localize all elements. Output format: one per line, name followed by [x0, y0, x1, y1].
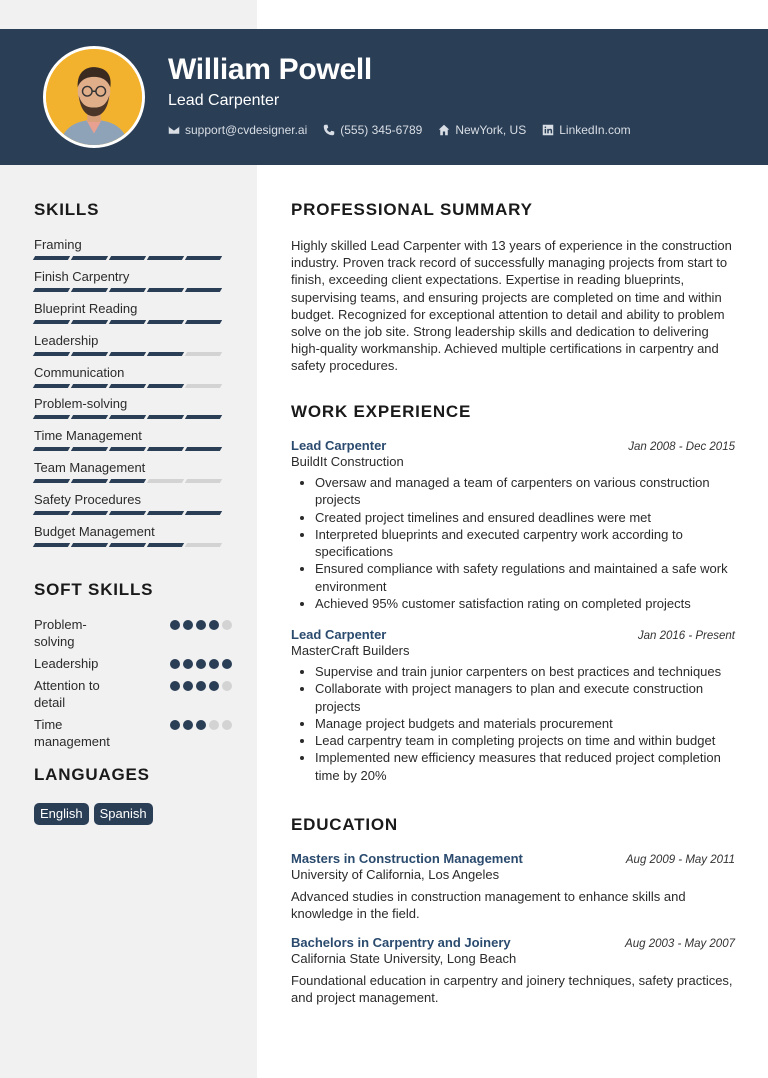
- skill-label: Budget Management: [34, 524, 155, 540]
- skill-label: Blueprint Reading: [34, 300, 138, 316]
- rating-dot: [196, 620, 206, 630]
- job-entry: [291, 438, 735, 612]
- rating-dot: [170, 681, 180, 691]
- rating-dot: [170, 620, 180, 630]
- linkedin-text: LinkedIn.com: [559, 123, 631, 137]
- job-date: Jan 2008 - Dec 2015: [628, 441, 735, 453]
- soft-skill-label: Problem-solving: [34, 617, 87, 649]
- skill-level-segment: [109, 320, 146, 324]
- skill-item: [34, 428, 224, 460]
- language-tag: English: [34, 803, 89, 825]
- job-bullet: • Oversaw and managed a team of carpenters on various construction projects: [315, 474, 735, 509]
- rating-dot: [209, 720, 219, 730]
- skill-level-bar: [34, 320, 224, 324]
- education-description: Advanced studies in construction management to enhance skills and knowledge in the field.: [291, 889, 686, 922]
- skill-level-segment: [147, 352, 184, 356]
- skill-level-segment: [109, 256, 146, 260]
- school-name: University of California, Los Angeles: [291, 867, 500, 882]
- job-bullet: • Manage project budgets and materials procurement: [315, 715, 735, 732]
- education-entry: [291, 851, 735, 923]
- soft-skill-label: Attention to detail: [34, 678, 100, 710]
- phone-icon: [323, 124, 335, 136]
- job-bullet: • Collaborate with project managers to plan and execute construction projects: [315, 680, 735, 715]
- skill-level-segment: [147, 479, 184, 483]
- skill-level-segment: [109, 543, 146, 547]
- skill-level-bar: [34, 511, 224, 515]
- education-entry: [291, 935, 735, 1007]
- job-company: BuildIt Construction: [291, 454, 404, 469]
- skill-level-segment: [147, 543, 184, 547]
- skill-level-segment: [71, 447, 108, 451]
- rating-dot: [196, 720, 206, 730]
- skill-label: Framing: [34, 237, 82, 252]
- skills-list: [34, 237, 224, 556]
- skill-label: Team Management: [34, 460, 146, 476]
- soft-skill-rating: [170, 655, 234, 672]
- degree-title: Masters in Construction Management: [291, 851, 523, 866]
- education-description: Foundational education in carpentry and joinery techniques, safety practices, and project management.: [291, 973, 733, 1006]
- soft-skill-rating: [170, 716, 234, 750]
- rating-dot: [222, 620, 232, 630]
- soft-skills-list: [34, 616, 234, 755]
- candidate-name: William Powell: [168, 53, 372, 86]
- job-bullet: • Created project timelines and ensured deadlines were met: [315, 509, 735, 526]
- skill-level-segment: [33, 288, 70, 292]
- skill-level-segment: [109, 479, 146, 483]
- soft-skill-rating: [170, 616, 234, 650]
- job-entry: [291, 627, 735, 784]
- skill-level-bar: [34, 384, 224, 388]
- skill-level-segment: [185, 415, 222, 419]
- skill-level-segment: [147, 256, 184, 260]
- phone-text: (555) 345-6789: [340, 123, 423, 137]
- soft-skill-label: Time management: [34, 717, 110, 749]
- skill-level-segment: [185, 352, 222, 356]
- skill-level-segment: [71, 288, 108, 292]
- rating-dot: [183, 681, 193, 691]
- skill-level-segment: [33, 447, 70, 451]
- rating-dot: [222, 681, 232, 691]
- skill-level-segment: [109, 352, 146, 356]
- skill-level-segment: [33, 320, 70, 324]
- skill-level-segment: [185, 479, 222, 483]
- avatar: [43, 46, 145, 148]
- skill-level-segment: [185, 288, 222, 292]
- skill-level-segment: [33, 352, 70, 356]
- job-bullet: • Lead carpentry team in completing projects on time and within budget: [315, 732, 735, 749]
- language-tag: Spanish: [94, 803, 153, 825]
- envelope-icon: [168, 124, 180, 136]
- resume-header: [0, 29, 768, 165]
- contact-linkedin[interactable]: [542, 123, 630, 137]
- skill-level-segment: [33, 511, 70, 515]
- skill-item: [34, 237, 224, 269]
- skill-level-segment: [109, 447, 146, 451]
- skill-level-segment: [185, 511, 222, 515]
- skill-item: [34, 524, 224, 556]
- rating-dot: [183, 720, 193, 730]
- skill-label: Leadership: [34, 332, 99, 348]
- skill-label: Finish Carpentry: [34, 268, 130, 284]
- skill-level-segment: [185, 320, 222, 324]
- rating-dot: [222, 720, 232, 730]
- contact-phone[interactable]: [323, 123, 422, 137]
- experience-heading: WORK EXPERIENCE: [291, 402, 472, 421]
- job-company: MasterCraft Builders: [291, 643, 410, 658]
- skill-level-segment: [71, 415, 108, 419]
- location-text: NewYork, US: [455, 123, 527, 137]
- skill-item: [34, 396, 224, 428]
- skill-level-segment: [147, 320, 184, 324]
- skill-level-segment: [71, 256, 108, 260]
- contact-location: [438, 123, 526, 137]
- contact-email[interactable]: [168, 123, 307, 137]
- summary-text: Highly skilled Lead Carpenter with 13 years of experience in the construction industry. Proven track record of successfully managing projects from start to finish, exceeding client expectations. Expertise in reading blueprints, supervising teams, and ensuring projects are completed on time and within budget. Recognized for exceptional attention to detail and ability to problem solve on the job site. Strong leadership skills and dedication to delivering high-quality workmanship. Achieved multiple certifications in carpentry and safety procedures.: [291, 238, 732, 374]
- skill-level-bar: [34, 543, 224, 547]
- skill-level-segment: [33, 384, 70, 388]
- job-bullets: [291, 474, 735, 612]
- degree-title: Bachelors in Carpentry and Joinery: [291, 935, 511, 950]
- skill-level-segment: [71, 511, 108, 515]
- skill-level-segment: [71, 543, 108, 547]
- skill-level-segment: [71, 479, 108, 483]
- job-title: Lead Carpenter: [291, 627, 387, 642]
- skill-level-segment: [185, 543, 222, 547]
- languages-list: [34, 803, 153, 825]
- skill-label: Safety Procedures: [34, 492, 141, 508]
- skill-level-segment: [185, 447, 222, 451]
- rating-dot: [209, 659, 219, 669]
- skill-level-bar: [34, 447, 224, 451]
- soft-skill-label: Leadership: [34, 656, 99, 671]
- skill-level-segment: [109, 511, 146, 515]
- person-photo-icon: [46, 49, 142, 145]
- skill-level-segment: [147, 384, 184, 388]
- rating-dot: [170, 720, 180, 730]
- skill-level-segment: [147, 288, 184, 292]
- education-date: Aug 2003 - May 2007: [625, 938, 735, 950]
- skill-level-bar: [34, 352, 224, 356]
- skill-level-segment: [33, 256, 70, 260]
- languages-heading: LANGUAGES: [34, 765, 150, 784]
- school-name: California State University, Long Beach: [291, 951, 517, 966]
- soft-skill-rating: [170, 677, 234, 711]
- soft-skills-heading: SOFT SKILLS: [34, 580, 154, 599]
- rating-dot: [196, 659, 206, 669]
- soft-skill-item: [34, 655, 234, 672]
- skill-level-segment: [33, 415, 70, 419]
- skill-level-segment: [33, 543, 70, 547]
- skill-level-segment: [109, 288, 146, 292]
- skill-level-bar: [34, 415, 224, 419]
- skill-level-bar: [34, 288, 224, 292]
- rating-dot: [196, 681, 206, 691]
- skill-level-segment: [147, 511, 184, 515]
- skill-level-segment: [109, 384, 146, 388]
- job-title: Lead Carpenter: [291, 438, 387, 453]
- skill-label: Time Management: [34, 428, 142, 444]
- rating-dot: [183, 620, 193, 630]
- skill-item: [34, 460, 224, 492]
- skill-level-segment: [71, 352, 108, 356]
- skill-level-bar: [34, 479, 224, 483]
- home-icon: [438, 124, 450, 136]
- skill-label: Problem-solving: [34, 396, 128, 412]
- rating-dot: [170, 659, 180, 669]
- education-date: Aug 2009 - May 2011: [625, 854, 735, 866]
- skill-level-segment: [185, 384, 222, 388]
- job-bullet: • Ensured compliance with safety regulations and maintained a safe work environment: [315, 560, 735, 595]
- soft-skill-item: [34, 677, 234, 711]
- education-heading: EDUCATION: [291, 815, 398, 834]
- skill-level-segment: [71, 384, 108, 388]
- skill-level-segment: [147, 447, 184, 451]
- summary-heading: PROFESSIONAL SUMMARY: [291, 200, 533, 219]
- email-text: support@cvdesigner.ai: [185, 123, 308, 137]
- rating-dot: [209, 620, 219, 630]
- job-bullets: [291, 663, 735, 784]
- soft-skill-item: [34, 616, 234, 650]
- skill-level-bar: [34, 256, 224, 260]
- skill-item: [34, 492, 224, 524]
- rating-dot: [222, 659, 232, 669]
- candidate-title: Lead Carpenter: [168, 92, 280, 109]
- contact-bar: [168, 123, 631, 137]
- job-bullet: • Interpreted blueprints and executed carpentry work according to specifications: [315, 526, 735, 561]
- job-bullet: • Supervise and train junior carpenters on best practices and techniques: [315, 663, 735, 680]
- skill-item: [34, 333, 224, 365]
- soft-skill-item: [34, 716, 234, 750]
- job-bullet: • Achieved 95% customer satisfaction rating on completed projects: [315, 595, 735, 612]
- skill-level-segment: [185, 256, 222, 260]
- linkedin-icon: [542, 124, 554, 136]
- rating-dot: [183, 659, 193, 669]
- skill-item: [34, 365, 224, 397]
- skill-level-segment: [147, 415, 184, 419]
- job-bullet: • Implemented new efficiency measures that reduced project completion time by 20%: [315, 749, 735, 784]
- skill-label: Communication: [34, 364, 125, 380]
- rating-dot: [209, 681, 219, 691]
- skill-level-segment: [33, 479, 70, 483]
- skill-item: [34, 301, 224, 333]
- skill-level-segment: [109, 415, 146, 419]
- job-date: Jan 2016 - Present: [637, 630, 735, 642]
- skill-level-segment: [71, 320, 108, 324]
- skills-heading: SKILLS: [34, 200, 100, 219]
- skill-item: [34, 269, 224, 301]
